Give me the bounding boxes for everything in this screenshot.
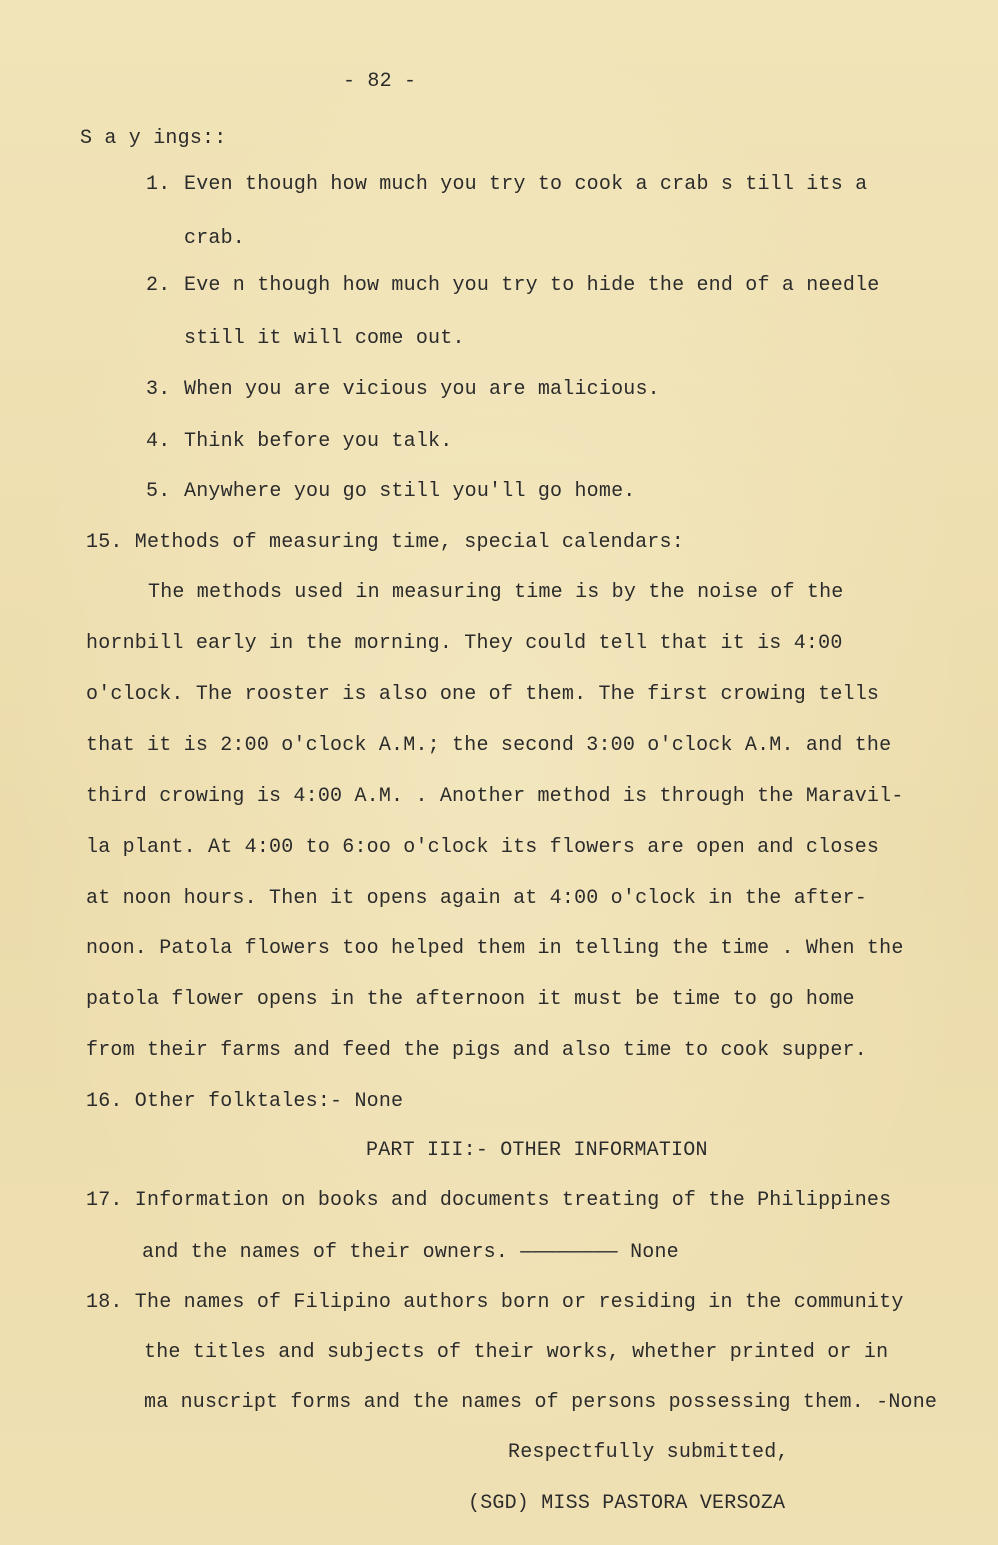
- paragraph-line: that it is 2:00 o'clock A.M.; the second 3:00 o'clock A.M. and the: [86, 734, 892, 757]
- paragraph-line: patola flower opens in the afternoon it must be time to go home: [86, 988, 855, 1011]
- paragraph-line: hornbill early in the morning. They could tell that it is 4:00: [86, 632, 843, 655]
- signature-line: (SGD) MISS PASTORA VERSOZA: [468, 1492, 786, 1515]
- saying-item-text: When you are vicious you are malicious.: [184, 378, 660, 401]
- saying-item-number: 1.: [146, 173, 171, 196]
- saying-item-text: still it will come out.: [184, 327, 465, 350]
- paragraph-line: the titles and subjects of their works, whether printed or in: [144, 1341, 889, 1364]
- saying-item-text: Think before you talk.: [184, 430, 453, 453]
- saying-item-number: 4.: [146, 430, 171, 453]
- paragraph-line: o'clock. The rooster is also one of them. The first crowing tells: [86, 683, 880, 706]
- section-heading: 18. The names of Filipino authors born or residing in the community: [86, 1291, 904, 1314]
- saying-item-number: 5.: [146, 480, 171, 503]
- part-title: PART III:- OTHER INFORMATION: [366, 1139, 708, 1162]
- paragraph-line: at noon hours. Then it opens again at 4:00 o'clock in the after-: [86, 887, 867, 910]
- section-heading: 15. Methods of measuring time, special calendars:: [86, 531, 684, 554]
- section-heading: 16. Other folktales:- None: [86, 1090, 404, 1113]
- saying-item-text: crab.: [184, 227, 246, 250]
- saying-item-text: Eve n though how much you try to hide the end of a needle: [184, 274, 880, 297]
- paragraph-line: The methods used in measuring time is by the noise of the: [148, 581, 844, 604]
- saying-item-text: Even though how much you try to cook a crab s till its a: [184, 173, 868, 196]
- closing-salutation: Respectfully submitted,: [508, 1441, 789, 1464]
- saying-item-number: 3.: [146, 378, 171, 401]
- paragraph-line: third crowing is 4:00 A.M. . Another method is through the Maravil-: [86, 785, 904, 808]
- paragraph-line: ma nuscript forms and the names of persons possessing them. -None: [144, 1391, 938, 1414]
- paragraph-line: and the names of their owners. ———————— None: [142, 1241, 679, 1264]
- section-heading: 17. Information on books and documents treating of the Philippines: [86, 1189, 892, 1212]
- page-number: - 82 -: [343, 70, 417, 93]
- saying-item-number: 2.: [146, 274, 171, 297]
- saying-item-text: Anywhere you go still you'll go home.: [184, 480, 636, 503]
- paragraph-line: la plant. At 4:00 to 6:oo o'clock its flowers are open and closes: [86, 836, 880, 859]
- sayings-heading: S a y ings::: [80, 127, 227, 150]
- paragraph-line: from their farms and feed the pigs and also time to cook supper.: [86, 1039, 867, 1062]
- paragraph-line: noon. Patola flowers too helped them in telling the time . When the: [86, 937, 904, 960]
